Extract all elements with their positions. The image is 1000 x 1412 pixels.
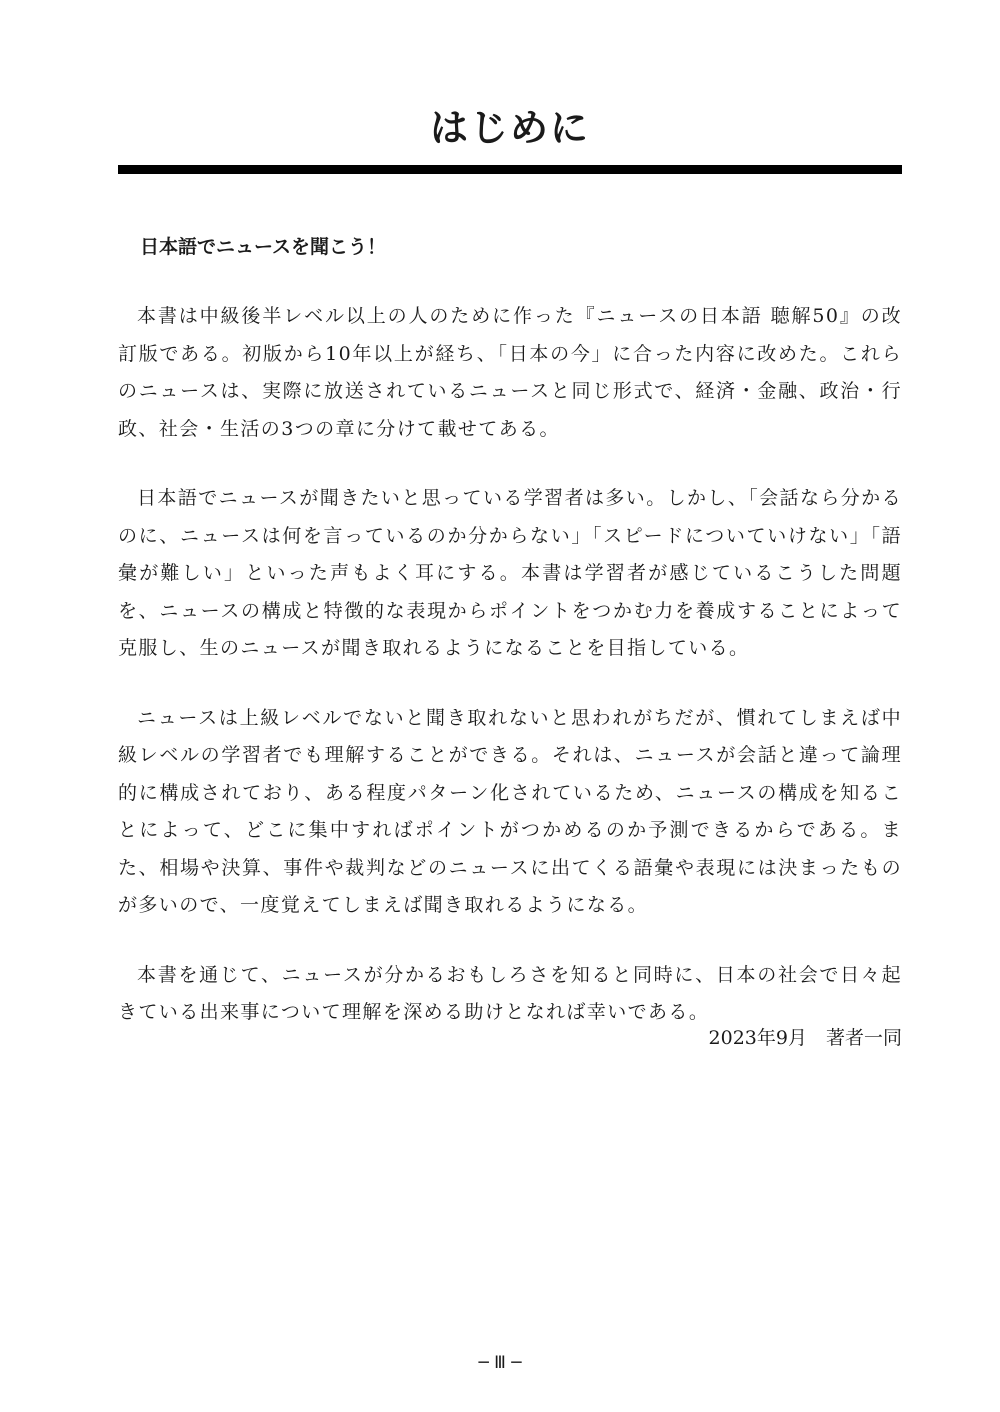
title-divider: [118, 165, 902, 174]
signature-date-authors: 2023年9月 著者一同: [708, 1027, 902, 1049]
page-number: ─ Ⅲ ─: [478, 1353, 522, 1373]
paragraph-4: 本書を通じて、ニュースが分かるおもしろさを知ると同時に、日本の社会で日々起きている出来事について理解を深める助けとなれば幸いである。: [118, 963, 902, 1023]
section-subheading: 日本語でニュースを聞こう！: [140, 236, 387, 258]
body-text: [118, 298, 902, 1064]
page-title: はじめに: [429, 106, 590, 150]
paragraph-1: 本書は中級後半レベル以上の人のために作った『ニュースの日本語 聴解50』の改訂版である。初版から10年以上が経ち、「日本の今」に合った内容に改めた。これらのニュースは、実際に放送されているニュースと同じ形式で、経済・金融、政治・行政、社会・生活の3つの章に分けて載せてある。: [118, 305, 902, 440]
paragraph-2: 日本語でニュースが聞きたいと思っている学習者は多い。しかし、「会話なら分かるのに、ニュースは何を言っているのか分からない」「スピードについていけない」「語彙が難しい」といった声もよく耳にする。本書は学習者が感じているこうした問題を、ニュースの構成と特徴的な表現からポイントをつかむ力を養成することによって克服し、生のニュースが聞き取れるようになることを目指している。: [118, 487, 902, 659]
paragraph-3: ニュースは上級レベルでないと聞き取れないと思われがちだが、慣れてしまえば中級レベルの学習者でも理解することができる。それは、ニュースが会話と違って論理的に構成されており、ある程度パターン化されているため、ニュースの構成を知ることによって、どこに集中すればポイントがつかめるのか予測できるからである。また、相場や決算、事件や裁判などのニュースに出てくる語彙や表現には決まったものが多いので、一度覚えてしまえば聞き取れるようになる。: [118, 706, 902, 916]
